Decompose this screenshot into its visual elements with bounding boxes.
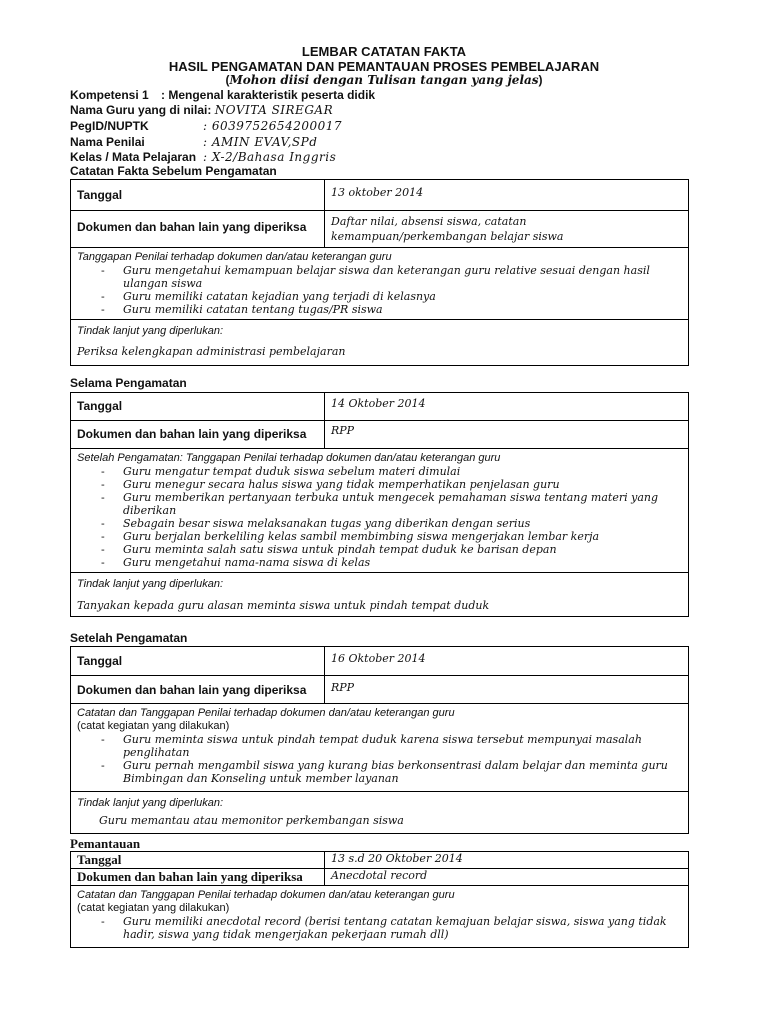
row-tanggapan xyxy=(71,886,689,948)
tindak-cell xyxy=(71,320,689,366)
list-item: - Guru mengetahui kemampuan belajar siswa dan keterangan guru relative sesuai dengan hasil ulangan siswa xyxy=(123,264,682,290)
info-kompetensi xyxy=(70,88,375,103)
guru-value: NOVITA SIREGAR xyxy=(214,103,334,117)
kelas-label: Kelas / Mata Pelajaran xyxy=(70,150,197,164)
tanggapan-label: Setelah Pengamatan: Tanggapan Penilai terhadap dokumen dan/atau keterangan guru xyxy=(77,452,501,464)
tanggapan-list xyxy=(77,465,682,569)
row-tanggal xyxy=(71,180,689,211)
kompetensi-value: : Mengenal karakteristik peserta didik xyxy=(161,88,376,102)
tanggapan-list xyxy=(77,733,682,785)
tanggal-value: 16 Oktober 2014 xyxy=(325,647,689,676)
dokumen-value: Anecdotal record xyxy=(325,869,689,886)
tindak-value: Periksa kelengkapan administrasi pembelajaran xyxy=(77,345,346,358)
dokumen-label: Dokumen dan bahan lain yang diperiksa xyxy=(71,676,325,704)
tanggal-label: Tanggal xyxy=(71,852,325,869)
list-item: - Guru memiliki catatan tentang tugas/PR siswa xyxy=(123,303,682,316)
list-item: - Guru mengatur tempat duduk siswa sebelum materi dimulai xyxy=(123,465,682,478)
list-item: - Guru meminta salah satu siswa untuk pindah tempat duduk ke barisan depan xyxy=(123,543,682,556)
row-dokumen xyxy=(71,211,689,248)
doc-note-text: Mohon diisi dengan Tulisan tangan yang jelas xyxy=(229,73,539,87)
tindak-label: Tindak lanjut yang diperlukan: xyxy=(77,578,224,590)
dokumen-label: Dokumen dan bahan lain yang diperiksa xyxy=(71,421,325,449)
tanggal-label: Tanggal xyxy=(71,647,325,676)
list-item: - Guru memiliki anecdotal record (berisi tentang catatan kemajuan belajar siswa, siswa yang tidak hadir, siswa yang tidak mengerjakan pekerjaan rumah dll) xyxy=(123,915,682,941)
list-item: - Guru menegur secara halus siswa yang tidak memperhatikan penjelasan guru xyxy=(123,478,682,491)
list-item: - Guru memberikan pertanyaan terbuka untuk mengecek pemahaman siswa tentang materi yang diberikan xyxy=(123,491,682,517)
peg-label: PegID/NUPTK xyxy=(70,119,149,133)
tanggapan-label: Catatan dan Tanggapan Penilai terhadap dokumen dan/atau keterangan guru xyxy=(77,707,455,719)
guru-label: Nama Guru yang di nilai: xyxy=(70,103,212,117)
tanggapan-cell xyxy=(71,704,689,792)
section-title-sebelum: Catatan Fakta Sebelum Pengamatan xyxy=(70,164,277,178)
tindak-value: Tanyakan kepada guru alasan meminta siswa untuk pindah tempat duduk xyxy=(77,599,490,612)
tanggapan-list xyxy=(77,915,682,941)
section-title-pemantauan: Pemantauan xyxy=(70,836,141,851)
doc-title: LEMBAR CATATAN FAKTA xyxy=(301,44,467,59)
catat-label: (catat kegiatan yang dilakukan) xyxy=(77,902,230,914)
doc-note xyxy=(0,73,768,88)
row-tanggal xyxy=(71,852,689,869)
table-pemantauan xyxy=(70,851,689,948)
tindak-cell xyxy=(71,573,689,617)
info-guru xyxy=(70,103,333,118)
kelas-value: : X-2/Bahasa Inggris xyxy=(203,150,337,164)
tanggapan-list xyxy=(77,264,682,316)
tanggal-value: 14 Oktober 2014 xyxy=(325,393,689,421)
row-dokumen xyxy=(71,421,689,449)
list-item: - Guru memiliki catatan kejadian yang terjadi di kelasnya xyxy=(123,290,682,303)
dokumen-value: Daftar nilai, absensi siswa, catatan kemampuan/perkembangan belajar siswa xyxy=(325,211,689,248)
info-kelas xyxy=(70,150,336,165)
table-sebelum xyxy=(70,179,689,366)
tanggal-label: Tanggal xyxy=(71,393,325,421)
row-tanggal xyxy=(71,393,689,421)
tindak-value: Guru memantau atau memonitor perkembangan siswa xyxy=(99,814,404,827)
tanggal-value: 13 oktober 2014 xyxy=(325,180,689,211)
tanggal-label: Tanggal xyxy=(71,180,325,211)
tanggapan-cell xyxy=(71,886,689,948)
row-dokumen xyxy=(71,869,689,886)
tindak-cell xyxy=(71,792,689,834)
penilai-value: : AMIN EVAV,SPd xyxy=(203,135,318,149)
row-tanggapan xyxy=(71,248,689,320)
row-tindak xyxy=(71,792,689,834)
doc-note-close: ) xyxy=(538,73,543,87)
tanggal-value: 13 s.d 20 Oktober 2014 xyxy=(325,852,689,869)
doc-note-open: ( xyxy=(225,73,230,87)
info-penilai xyxy=(70,135,317,150)
tanggapan-cell xyxy=(71,449,689,573)
tanggapan-label: Tanggapan Penilai terhadap dokumen dan/atau keterangan guru xyxy=(77,251,392,263)
tindak-label: Tindak lanjut yang diperlukan: xyxy=(77,797,224,809)
row-tanggal xyxy=(71,647,689,676)
row-tindak xyxy=(71,573,689,617)
info-peg xyxy=(70,119,342,134)
kompetensi-label: Kompetensi 1 xyxy=(70,88,149,102)
dokumen-value: RPP xyxy=(325,421,689,449)
list-item: - Guru mengetahui nama-nama siswa di kelas xyxy=(123,556,682,569)
table-selama xyxy=(70,392,689,617)
list-item: - Guru meminta siswa untuk pindah tempat duduk karena siswa tersebut mempunyai masalah penglihatan xyxy=(123,733,682,759)
list-item: - Guru berjalan berkeliling kelas sambil membimbing siswa mengerjakan lembar kerja xyxy=(123,530,682,543)
dokumen-label: Dokumen dan bahan lain yang diperiksa xyxy=(71,211,325,248)
catat-label: (catat kegiatan yang dilakukan) xyxy=(77,720,230,732)
tindak-label: Tindak lanjut yang diperlukan: xyxy=(77,325,224,337)
row-dokumen xyxy=(71,676,689,704)
list-item: - Sebagain besar siswa melaksanakan tugas yang diberikan dengan serius xyxy=(123,517,682,530)
section-title-selama: Selama Pengamatan xyxy=(70,376,187,390)
tanggapan-cell xyxy=(71,248,689,320)
peg-value: : 6039752654200017 xyxy=(203,119,343,133)
section-title-setelah: Setelah Pengamatan xyxy=(70,631,188,645)
dokumen-value: RPP xyxy=(325,676,689,704)
tanggapan-label: Catatan dan Tanggapan Penilai terhadap dokumen dan/atau keterangan guru xyxy=(77,889,455,901)
row-tanggapan xyxy=(71,704,689,792)
row-tanggapan xyxy=(71,449,689,573)
list-item: - Guru pernah mengambil siswa yang kurang bias berkonsentrasi dalam belajar dan meminta guru Bimbingan dan Konseling untuk member layanan xyxy=(123,759,682,785)
doc-subtitle: HASIL PENGAMATAN DAN PEMANTAUAN PROSES PEMBELAJARAN xyxy=(168,59,600,74)
dokumen-label: Dokumen dan bahan lain yang diperiksa xyxy=(71,869,325,886)
penilai-label: Nama Penilai xyxy=(70,135,145,149)
row-tindak xyxy=(71,320,689,366)
table-setelah xyxy=(70,646,689,834)
